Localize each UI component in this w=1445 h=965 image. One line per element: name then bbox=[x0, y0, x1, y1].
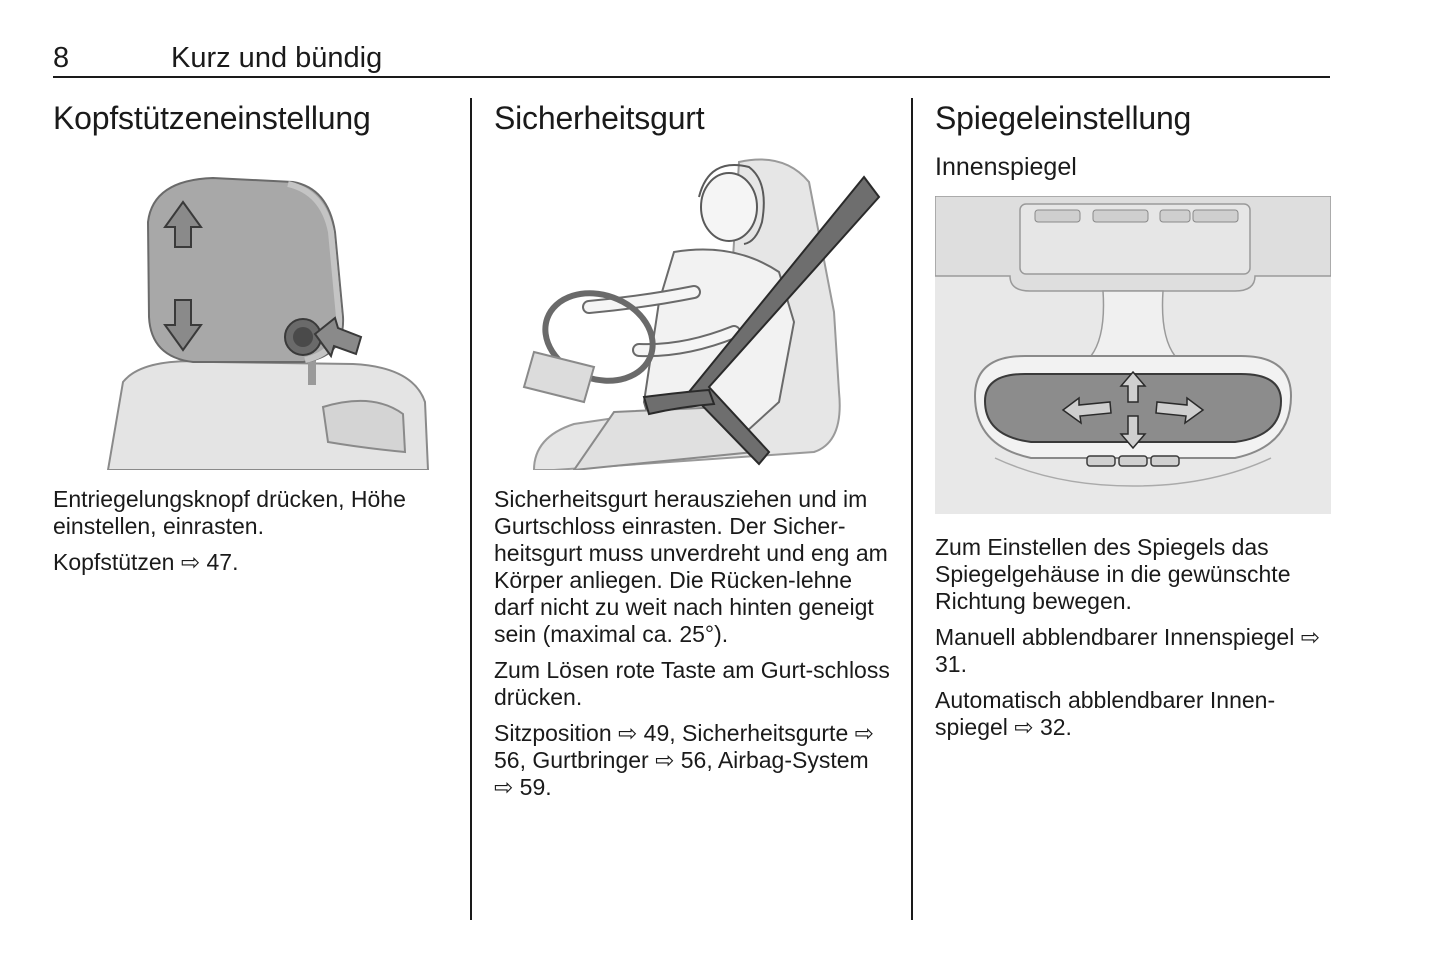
section-heading: Kopfstützeneinstellung bbox=[53, 100, 371, 136]
reference-text: Manuell abblendbarer Innenspiegel ⇨ 31. bbox=[935, 624, 1320, 677]
page-number: 8 bbox=[53, 42, 70, 74]
instruction-text: Entriegelungsknopf drücken, Höhe einstellen, einrasten. bbox=[53, 486, 406, 539]
section-seatbelt bbox=[494, 96, 892, 810]
section-headrest bbox=[53, 96, 448, 585]
instruction-text: Sicherheitsgurt herausziehen und im Gurtschloss einrasten. Der Sicher-heitsgurt muss unverdreht und eng am Körper anliegen. Die Rücken-lehne darf nicht zu weit nach hinten geneigt sein (maximal ca. 25°). bbox=[494, 486, 888, 647]
section-heading: Spiegeleinstellung bbox=[935, 100, 1192, 136]
instruction-text: Zum Lösen rote Taste am Gurt-schloss drücken. bbox=[494, 657, 890, 710]
reference-text: Kopfstützen ⇨ 47. bbox=[53, 549, 239, 575]
page-header bbox=[53, 40, 1330, 78]
subsection-heading: Innenspiegel bbox=[935, 153, 1077, 181]
column-divider bbox=[911, 98, 913, 920]
chapter-title: Kurz und bündig bbox=[171, 42, 383, 74]
reference-text: Sitzposition ⇨ 49, Sicherheitsgurte ⇨ 56, Gurtbringer ⇨ 56, Airbag-System ⇨ 59. bbox=[494, 720, 874, 800]
instruction-text: Zum Einstellen des Spiegels das Spiegelgehäuse in die gewünschte Richtung bewegen. bbox=[935, 534, 1291, 614]
section-mirror bbox=[935, 96, 1335, 750]
reference-text: Automatisch abblendbarer Innen-spiegel ⇨ 32. bbox=[935, 687, 1276, 740]
seatbelt-driver-illustration bbox=[494, 152, 889, 470]
interior-mirror-illustration bbox=[935, 196, 1331, 514]
headrest-adjustment-illustration bbox=[53, 152, 448, 470]
section-heading: Sicherheitsgurt bbox=[494, 100, 705, 136]
column-divider bbox=[470, 98, 472, 920]
